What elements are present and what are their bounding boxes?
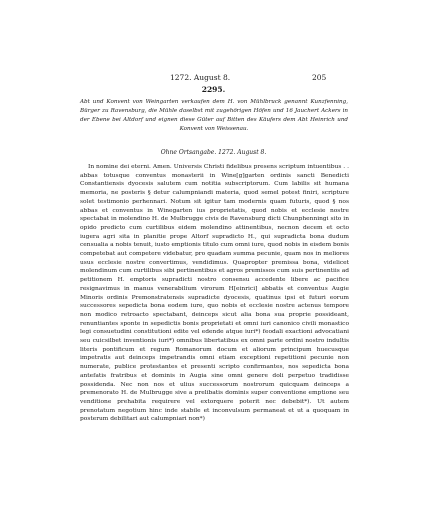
page-number: 205 — [312, 73, 327, 82]
document-dating: Ohne Ortsangabe. 1272. August 8. — [160, 149, 267, 156]
running-head-date: 1272. August 8. — [170, 73, 231, 82]
document-body: In nomine dei eterni. Amen. Universis Christi fidelibus presens scriptum intuentibus . . abbas totusque conventus monasterii in Wine[g]garten ordinis sancti Benedicti Constantiensis dyocesis salutem cum notitia subscriptorum. Cum labilis sit humana memoria, ne posteris § detur calumpniandi materia, quod semel potest finiri, scripture solet testimonio perhennari. Notum sit igitur tam modernis quam futuris, quod § nos abbas et conventus in Winegarten ius proprietatis, quod nobis et ecclesie nostre spectabat in molendino H. de Mulbrugge civis de Ravensburg dicti Chunphenningi sito in opido predicto cum curtilibus eidem molendino attinentibus, necnon decem et octo iugera agri sita in planitie prope Altorf supradicto H., qui supradicta bona dudum censualia a nobis tenuit, iusto emptionis titulo cum omni iure, quod nobis in eisdem bonis competebat aut competere videbatur, pro quadam summa pecunie, quam nos in meliores usus ecclesie nostre convertimus, vendidimus. Quapropter premissa bona, videlicet molendinum cum curtilibus sibi pertinentibus et agros premissos cum suis pertinentiis ad petitionem H. emptoris supradicti nostro consensu accedente libere ac pacifice resignavimus in manus venerabilium virorum H[einrici] abbatis et conventus Augie Minoris ordinis Premonstratensis supradicte dyocesis, quatinus ipsi et futuri eorum successores sepedicta bona eodem iure, quo nobis et ecclesie nostre actenus tempore non modico retroacto spectabant, deinceps sicut alia bona sua proprie possideant, renuntiantes sponte in sepedictis bonis proprietati et omni iuri canonico civili monastico legi consuetudini constitutioni edite vel edende atque iuri*) feodali exactioni advocatiani seu cuicsilbet inventionis iuri*) omnibus libertatibus ex omni parte ordini nostro indultis literis pontificum et regum Romanorum docum et aliorum principum huecusque impetratis aut deinceps impetrandis omni etiam exceptioni repetitioni pecunie non numerate, publice protestantes et presenti scripto confirmantes, nos sepedicta bona antefatis fratribus et dominis in Augia sine omni genere doli perpetuo tradidisse possidenda. Nec non nos et ulius successorum nostrorum quicquam deinceps a premenorato H. de Mulbrugge sive a prelibatis dominis super conventione emptione seu venditione prehabita requirere vel extorquere poterit nec debebit*). Ut autem prenotatum negotium hinc inde stabile et inconvulsum permaneat et ut a quoquam in posterum debilitari aut calumpniari non*) — [80, 164, 349, 423]
document-number: 2295. — [201, 85, 226, 94]
running-head — [0, 72, 427, 84]
document-summary: Abt und Konvent von Weingarten verkaufen dem H. von Mühlbruck genannt Kunzfenning, Bürger zu Ravensburg, die Mühle daselbst mit zugehörigen Höfen und 16 Jauchert Ackers in der Ebene bei Altdorf und eignen diese Güter auf Bitten des Käufers dem Abt Heinrich und Konvent von Weissenau. — [80, 99, 348, 132]
